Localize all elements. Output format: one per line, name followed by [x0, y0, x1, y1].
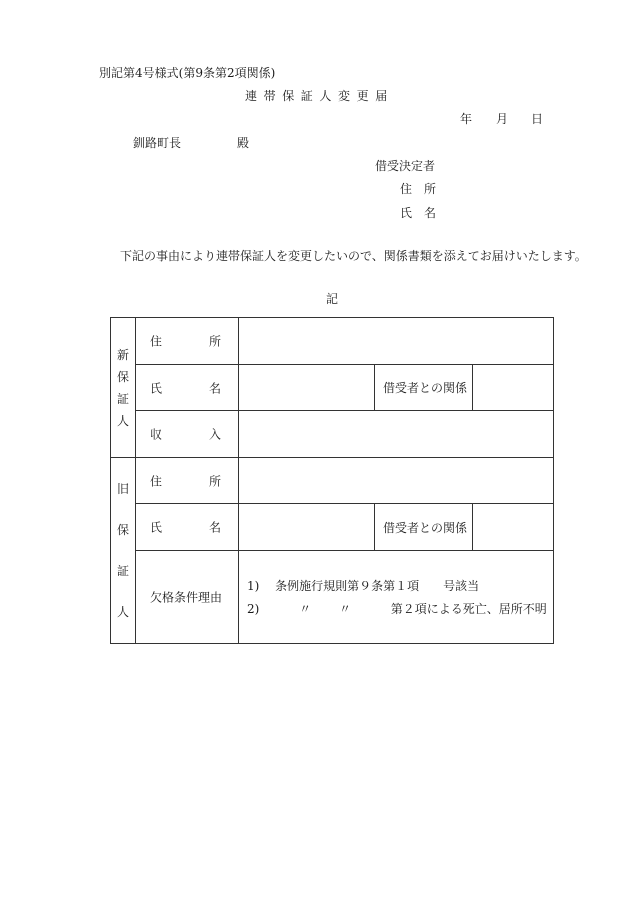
honorific: 殿	[237, 136, 250, 150]
applicant-address-label-2: 所	[424, 182, 437, 196]
group-char: 人	[116, 413, 129, 428]
group-char: 新	[116, 347, 129, 362]
page-title: 連帯保証人変更届	[245, 89, 394, 103]
label-char: 住	[150, 334, 163, 349]
old-name-label-cell	[136, 504, 239, 551]
applicant-address-label-1: 住	[400, 182, 413, 196]
reason-label-cell	[136, 551, 239, 644]
group-char: 証	[116, 391, 129, 406]
group-char: 旧	[116, 482, 129, 496]
reason-line-1: 1) 条例施行規則第９条第１項 号該当	[247, 578, 480, 593]
reason-field[interactable]	[239, 551, 554, 644]
applicant-role: 借受決定者	[375, 159, 436, 173]
label-char: 名	[208, 520, 221, 535]
date-year-label: 年	[460, 112, 473, 126]
group-char: 保	[116, 369, 129, 384]
addressee: 釧路町長	[133, 136, 182, 150]
old-address-field[interactable]	[239, 458, 554, 504]
old-relation-field[interactable]	[473, 504, 554, 551]
date-day-label: 日	[531, 112, 544, 126]
ki-heading: 記	[326, 292, 339, 306]
body-text: 下記の事由により連帯保証人を変更したいので、関係書類を添えてお届けいたします。	[120, 249, 587, 263]
new-name-field[interactable]	[239, 365, 375, 411]
old-relation-label: 借受者との関係	[375, 504, 473, 551]
old-guarantor-group	[111, 458, 136, 644]
new-income-label-cell	[136, 411, 239, 458]
label-char: 収	[150, 427, 163, 442]
group-char: 人	[116, 605, 129, 619]
label-char: 住	[150, 474, 163, 488]
applicant-name-label-2: 名	[424, 206, 437, 220]
label-char: 名	[208, 381, 221, 395]
reason-line-2: 2) 〃 〃 第２項による死亡、居所不明	[247, 601, 547, 616]
group-char: 保	[116, 523, 129, 537]
label-char: 所	[208, 334, 221, 349]
new-relation-field[interactable]	[473, 365, 554, 411]
old-address-label-cell	[136, 458, 239, 504]
label-char: 氏	[150, 520, 163, 535]
form-number: 別記第4号様式(第9条第2項関係)	[99, 66, 276, 80]
new-relation-label: 借受者との関係	[375, 365, 473, 411]
applicant-name-label-1: 氏	[400, 206, 413, 220]
group-char: 証	[116, 564, 129, 578]
old-name-field[interactable]	[239, 504, 375, 551]
label-char: 入	[208, 427, 221, 442]
guarantor-table	[110, 317, 554, 644]
reason-label: 欠格条件理由	[150, 590, 223, 605]
new-income-field[interactable]	[239, 411, 554, 458]
new-address-field[interactable]	[239, 318, 554, 365]
label-char: 氏	[150, 381, 163, 395]
label-char: 所	[208, 474, 221, 488]
new-guarantor-group	[111, 318, 136, 458]
new-name-label-cell	[136, 365, 239, 411]
new-address-label-cell	[136, 318, 239, 365]
date-month-label: 月	[496, 112, 509, 126]
